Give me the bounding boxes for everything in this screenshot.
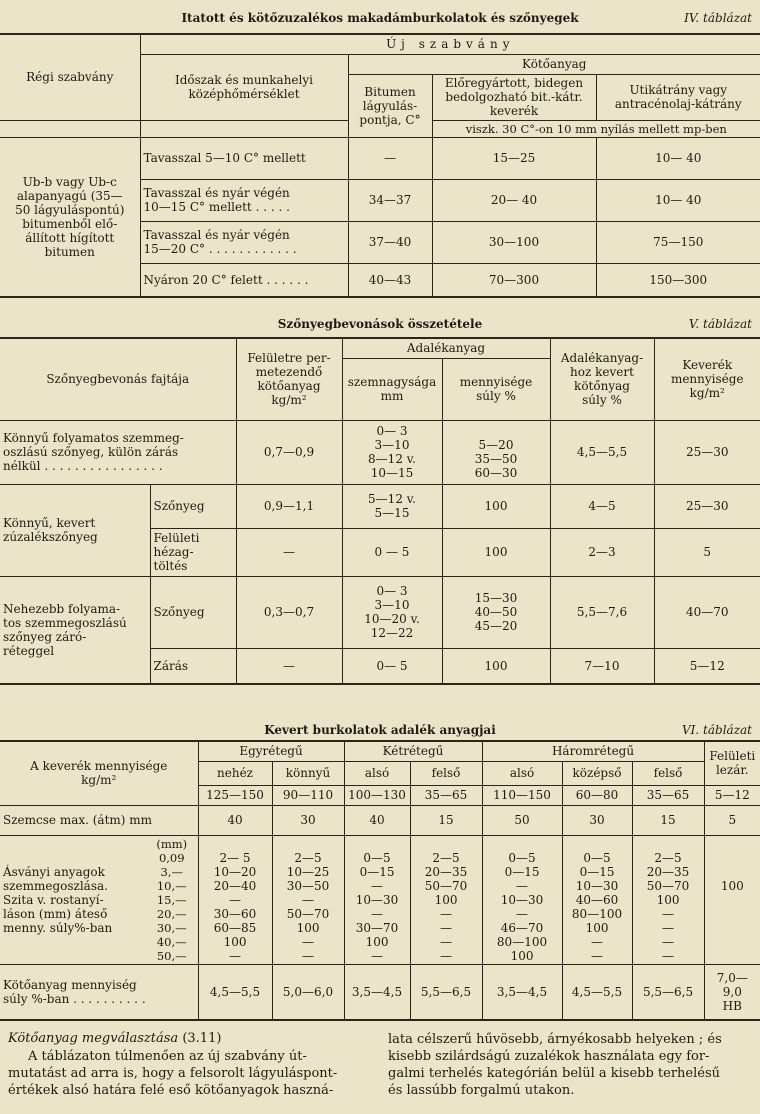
tar-row-3: 75—150: [596, 221, 760, 263]
sub-upper-3: felső: [632, 761, 704, 785]
sub-lower-3: alsó: [482, 761, 562, 785]
header-aggregate: Adalékanyag: [342, 338, 550, 358]
coating-row-3-sub: Felületi hézag- töltés: [150, 528, 236, 576]
table-vi-number: VI. táblázat: [682, 723, 752, 737]
coating-row-3-surface: —: [236, 528, 342, 576]
binder-upper-2: 5,5—6,5: [410, 964, 482, 1020]
sub-heavy: nehéz: [198, 761, 272, 785]
grain-max-label: Szemcse max. (átm) mm: [0, 805, 198, 835]
coating-row-3-qty: 100: [442, 528, 550, 576]
coating-row-3-agg-binder: 2—3: [550, 528, 654, 576]
tar-row-4: 150—300: [596, 263, 760, 297]
binder-lower-3: 3,5—4,5: [482, 964, 562, 1020]
header-mix-qty: Keverék mennyisége kg/m²: [654, 338, 760, 420]
paragraph-left: A táblázaton túlmenően az új szabvány út- mutatást ad arra is, hogy a felsorolt lágyuláspont- értékek alsó határa felé eső kötőanyagok haszná-: [8, 1049, 338, 1098]
header-bitumen-softening: Bitumen lágyulás- pontja, C°: [348, 74, 432, 137]
header-single-layer: Egyrétegű: [198, 741, 344, 761]
coating-row-1-surface: 0,7—0,9: [236, 420, 342, 484]
sub-light: könnyű: [272, 761, 344, 785]
header-viscosity: viszk. 30 C°-on 10 mm nyílás mellett mp-ben: [432, 120, 760, 137]
header-new-standard: Új szabvány: [140, 34, 760, 54]
period-row-1: Tavasszal 5—10 C° mellett: [140, 137, 348, 179]
coating-row-2-surface: 0,9—1,1: [236, 484, 342, 528]
section-title: Kötőanyag megválasztása: [8, 1031, 179, 1046]
table-v: [0, 337, 760, 685]
sieve-col-surface-seal: 100: [704, 835, 760, 964]
qty-lower-2: 100—130: [344, 785, 410, 805]
cold-row-2: 20— 40: [432, 179, 596, 221]
coating-row-4-sub: Szőnyeg: [150, 576, 236, 648]
coating-row-2-sub: Szőnyeg: [150, 484, 236, 528]
sub-lower-2: alsó: [344, 761, 410, 785]
binder-lower-2: 3,5—4,5: [344, 964, 410, 1020]
coating-row-5-qty: 100: [442, 648, 550, 684]
header-triple-layer: Háromrétegű: [482, 741, 704, 761]
table-v-number: V. táblázat: [688, 317, 752, 331]
coating-row-2-qty: 100: [442, 484, 550, 528]
coating-row-3-mix: 5: [654, 528, 760, 576]
coating-row-4-surface: 0,3—0,7: [236, 576, 342, 648]
period-row-4: Nyáron 20 C° felett . . . . . .: [140, 263, 348, 297]
coating-row-2-mix: 25—30: [654, 484, 760, 528]
cold-row-1: 15—25: [432, 137, 596, 179]
qty-surface-seal: 5—12: [704, 785, 760, 805]
period-row-3: Tavasszal és nyár végén 15—20 C° . . . . . . . . . . . .: [140, 221, 348, 263]
coating-row-4-mix: 40—70: [654, 576, 760, 648]
binder-upper-3: 5,5—6,5: [632, 964, 704, 1020]
coating-row-1-type: Könnyű folyamatos szemmeg- oszlású szőnyeg, külön zárás nélkül . . . . . . . . . . . . . . . .: [0, 420, 236, 484]
sieve-col-upper-3: 2—5 20—35 50—70 100 — — — —: [632, 835, 704, 964]
binder-middle-3: 4,5—5,5: [562, 964, 632, 1020]
bitumen-row-3: 37—40: [348, 221, 432, 263]
binder-qty-label: Kötőanyag mennyiség súly %-ban . . . . . . . . . .: [0, 964, 198, 1020]
header-mix-quantity: A keverék mennyisége kg/m²: [0, 741, 198, 805]
qty-light: 90—110: [272, 785, 344, 805]
table-vi-title: Kevert burkolatok adalék anyagjai: [264, 723, 496, 737]
coating-row-4-grain: 0— 3 3—10 10—20 v. 12—22: [342, 576, 442, 648]
table-vi-caption: [0, 723, 760, 741]
table-v-caption: [0, 317, 760, 335]
cold-row-3: 30—100: [432, 221, 596, 263]
paragraph-right: lata célszerű hűvösebb, árnyékosabb helyeken ; és kisebb szilárdságú zuzalékok használata egy for- galmi terhelés kategórián belül a kisebb terhelésű és lassúbb forgalmú utakon.: [388, 1032, 722, 1098]
binder-surface-seal: 7,0—9,0 HB: [704, 964, 760, 1020]
table-iv: [0, 33, 760, 298]
header-surface-seal: Felületi lezár.: [704, 741, 760, 785]
header-surface-binder: Felületre per- metezendő kötőanyag kg/m²: [236, 338, 342, 420]
bitumen-row-1: —: [348, 137, 432, 179]
section-heading: [8, 1030, 368, 1047]
coating-row-5-grain: 0— 5: [342, 648, 442, 684]
grain-lower-2: 40: [344, 805, 410, 835]
sieve-col-middle-3: 0—5 0—15 10—30 40—60 80—100 100 — —: [562, 835, 632, 964]
qty-middle-3: 60—80: [562, 785, 632, 805]
qty-upper-3: 35—65: [632, 785, 704, 805]
header-period: Időszak és munkahelyi középhőmérséklet: [140, 54, 348, 120]
sieve-sizes: (mm) 0,09 3,— 10,— 15,— 20,— 30,— 40,— 50,—: [146, 835, 198, 964]
header-grain-size: szemnagysága mm: [342, 358, 442, 420]
binder-heavy: 4,5—5,5: [198, 964, 272, 1020]
sieve-col-heavy: 2— 5 10—20 20—40 — 30—60 60—85 100 —: [198, 835, 272, 964]
coating-row-4-qty: 15—30 40—50 45—20: [442, 576, 550, 648]
sub-upper-2: felső: [410, 761, 482, 785]
coating-row-1-mix: 25—30: [654, 420, 760, 484]
period-row-2: Tavasszal és nyár végén 10—15 C° mellett . . . . .: [140, 179, 348, 221]
header-cold-mix: Előregyártott, bidegen bedolgozható bit.-kátr. keverék: [432, 74, 596, 120]
header-quantity: mennyisége súly %: [442, 358, 550, 420]
coating-group-3-label: Nehezebb folyama- tos szemmegoszlású szőnyeg záró- réteggel: [0, 576, 150, 684]
bitumen-row-2: 34—37: [348, 179, 432, 221]
bitumen-row-4: 40—43: [348, 263, 432, 297]
grain-lower-3: 50: [482, 805, 562, 835]
table-iv-number: IV. táblázat: [684, 11, 752, 25]
sieve-col-light: 2—5 10—25 30—50 — 50—70 100 — —: [272, 835, 344, 964]
sieve-col-lower-3: 0—5 0—15 — 10—30 — 46—70 80—100 100: [482, 835, 562, 964]
header-double-layer: Kétrétegű: [344, 741, 482, 761]
coating-row-3-grain: 0 — 5: [342, 528, 442, 576]
section-ref: (3.11): [182, 1031, 222, 1046]
tar-row-2: 10— 40: [596, 179, 760, 221]
header-binder: Kötőanyag: [348, 54, 760, 74]
grain-heavy: 40: [198, 805, 272, 835]
table-vi: [0, 740, 760, 1021]
sub-middle-3: középső: [562, 761, 632, 785]
grain-light: 30: [272, 805, 344, 835]
coating-row-5-sub: Zárás: [150, 648, 236, 684]
coating-row-5-agg-binder: 7—10: [550, 648, 654, 684]
binder-light: 5,0—6,0: [272, 964, 344, 1020]
coating-row-1-grain: 0— 3 3—10 8—12 v. 10—15: [342, 420, 442, 484]
sieve-label: Ásványi anyagok szemmegoszlása. Szita v. rostanyí- láson (mm) áteső menny. súly%-ban: [0, 835, 146, 964]
coating-row-2-grain: 5—12 v. 5—15: [342, 484, 442, 528]
cold-row-4: 70—300: [432, 263, 596, 297]
coating-row-5-surface: —: [236, 648, 342, 684]
grain-middle-3: 30: [562, 805, 632, 835]
table-iv-caption: [0, 11, 760, 29]
qty-upper-2: 35—65: [410, 785, 482, 805]
coating-row-5-mix: 5—12: [654, 648, 760, 684]
grain-upper-3: 15: [632, 805, 704, 835]
grain-upper-2: 15: [410, 805, 482, 835]
coating-row-1-qty: 5—20 35—50 60—30: [442, 420, 550, 484]
grain-surface-seal: 5: [704, 805, 760, 835]
sieve-col-lower-2: 0—5 0—15 — 10—30 — 30—70 100 —: [344, 835, 410, 964]
qty-lower-3: 110—150: [482, 785, 562, 805]
coating-row-4-agg-binder: 5,5—7,6: [550, 576, 654, 648]
table-iv-title: Itatott és kötőzuzalékos makadámburkolatok és szőnyegek: [181, 11, 579, 25]
coating-group-2-label: Könnyű, kevert zúzalékszőnyeg: [0, 484, 150, 576]
sieve-col-upper-2: 2—5 20—35 50—70 100 — — — —: [410, 835, 482, 964]
coating-row-1-agg-binder: 4,5—5,5: [550, 420, 654, 484]
header-road-tar: Utikátrány vagy antracénolaj-kátrány: [596, 74, 760, 120]
old-standard-label: Ub-b vagy Ub-c alapanyagú (35— 50 lágyuláspontú) bitumenből elő- állított hígított bitumen: [0, 137, 140, 297]
table-v-title: Szőnyegbevonások összetétele: [277, 317, 483, 331]
header-coating-type: Szőnyegbevonás fajtája: [0, 338, 236, 420]
coating-row-2-agg-binder: 4—5: [550, 484, 654, 528]
header-agg-binder: Adalékanyag- hoz kevert kötőnyag súly %: [550, 338, 654, 420]
tar-row-1: 10— 40: [596, 137, 760, 179]
qty-heavy: 125—150: [198, 785, 272, 805]
header-old-standard: Régi szabvány: [0, 34, 140, 120]
